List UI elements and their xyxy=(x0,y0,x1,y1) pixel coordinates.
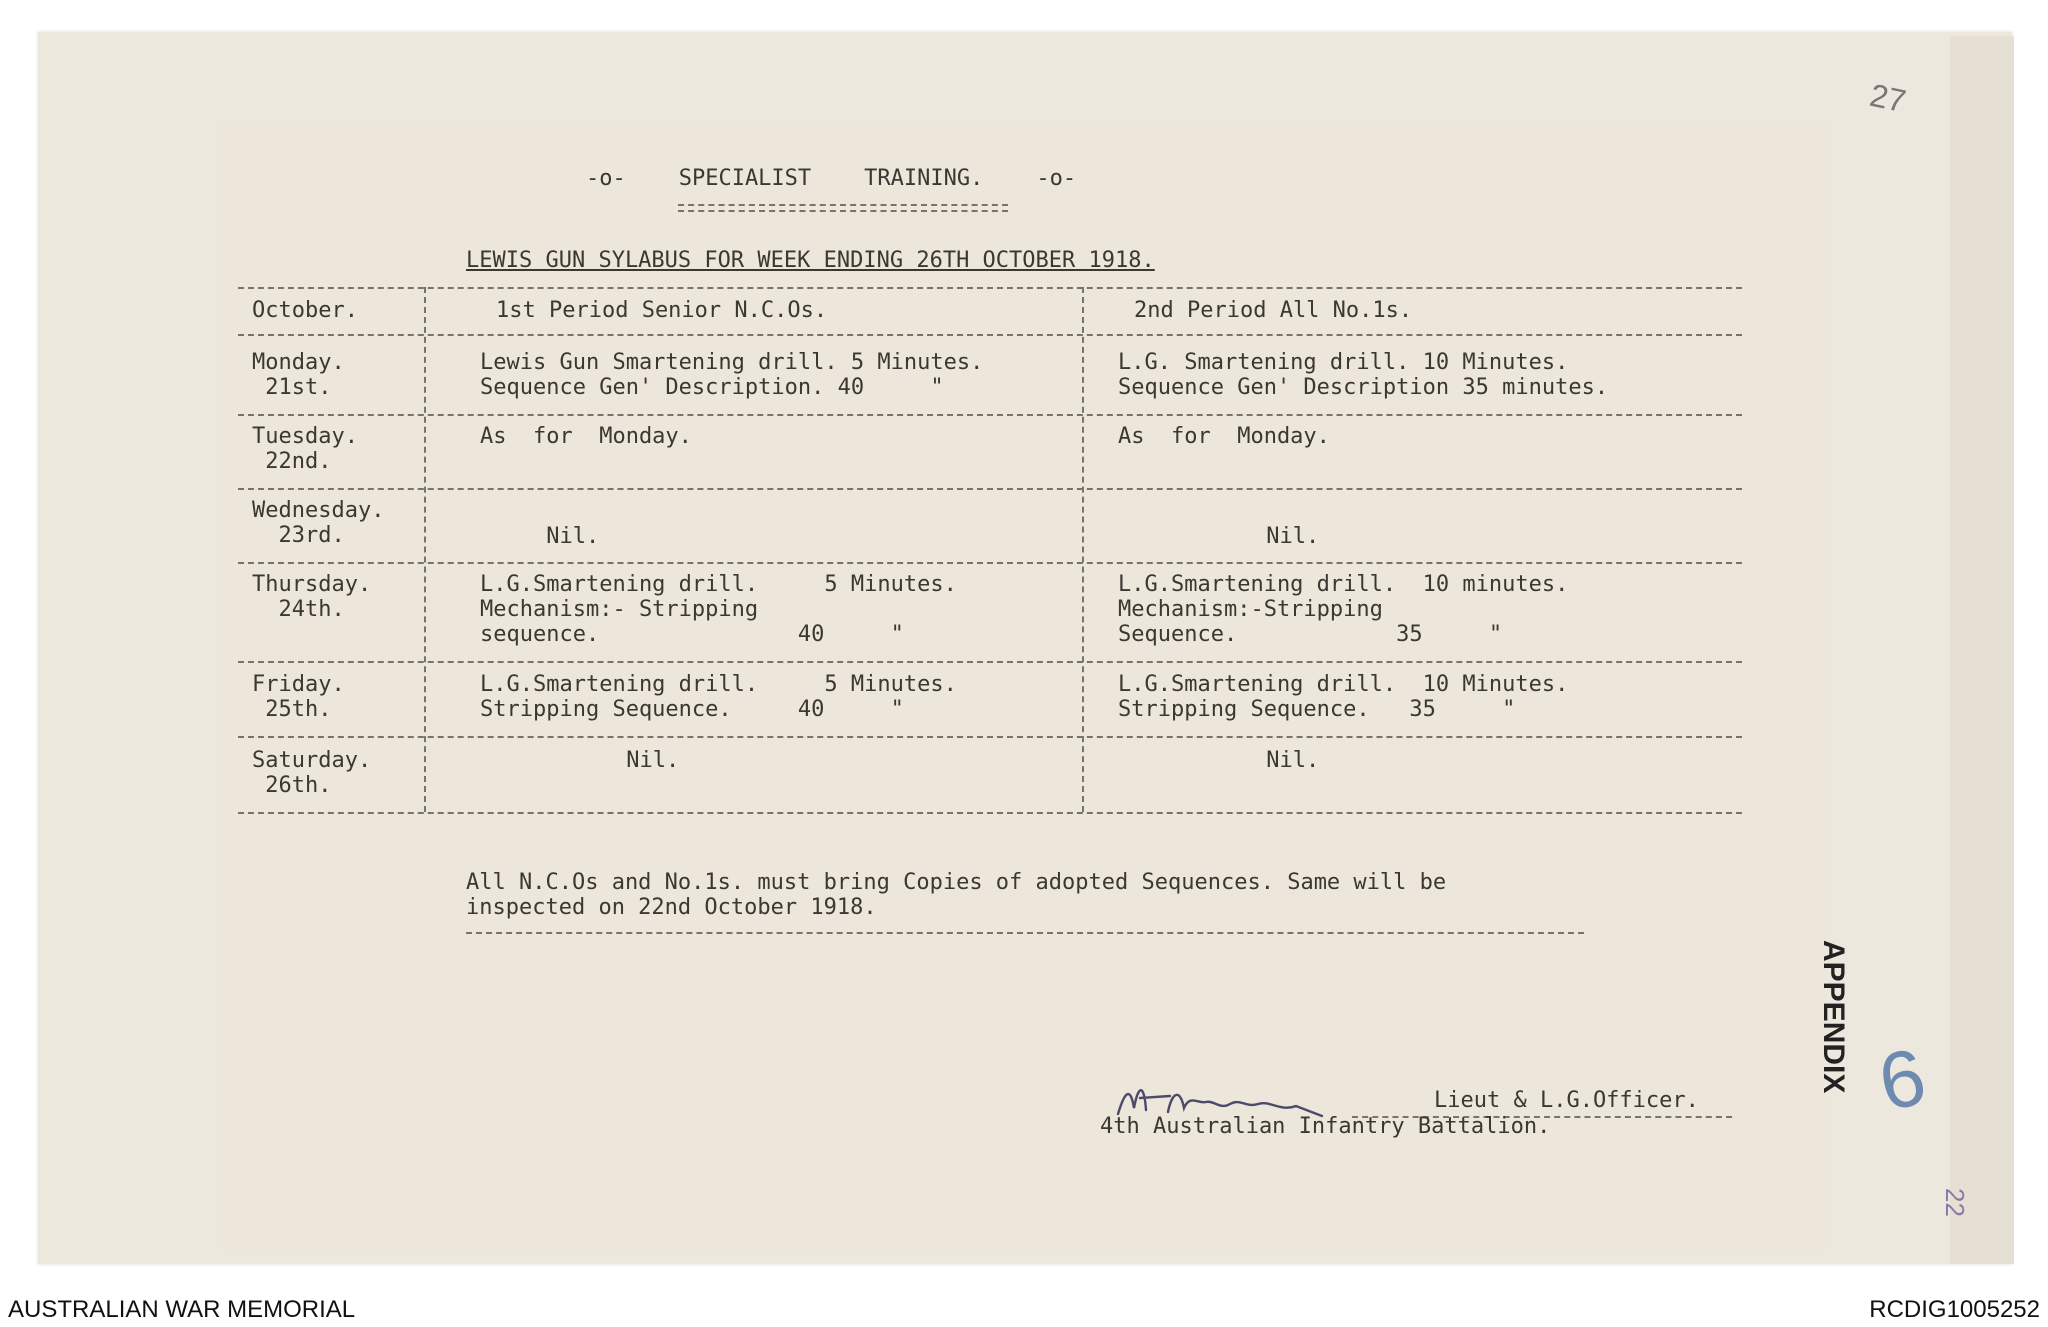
table-rule xyxy=(238,562,1742,564)
instruction-note: All N.C.Os and No.1s. must bring Copies of adopted Sequences. Same will be inspected on 22nd October 1918. xyxy=(466,870,1447,920)
table-rule xyxy=(238,736,1742,738)
title-underline-2 xyxy=(678,210,1008,212)
appendix-stamp: APPENDIX xyxy=(1817,940,1850,1094)
title-underline xyxy=(678,204,1008,206)
table-rule xyxy=(238,488,1742,490)
table-rule xyxy=(238,334,1742,336)
backing-sheet-edge xyxy=(1950,36,2014,1264)
period-1-cell: Nil. xyxy=(480,524,600,549)
period-2-cell: L.G. Smartening drill. 10 Minutes. Sequence Gen' Description 35 minutes. xyxy=(1118,350,1609,400)
day-cell: Monday. 21st. xyxy=(252,350,345,400)
period-2-cell: L.G.Smartening drill. 10 Minutes. Stripping Sequence. 35 " xyxy=(1118,672,1569,722)
column-header-period-2: 2nd Period All No.1s. xyxy=(1134,298,1413,323)
archive-id: RCDIG1005252 xyxy=(1869,1296,2040,1323)
page-number-bottom: 22 xyxy=(1940,1188,1970,1217)
table-divider xyxy=(1082,287,1084,812)
period-1-cell: L.G.Smartening drill. 5 Minutes. Mechanism:- Stripping sequence. 40 " xyxy=(480,572,957,647)
day-cell: Saturday. 26th. xyxy=(252,748,372,798)
page-number-top: 27 xyxy=(1866,76,1910,120)
column-header-period-1: 1st Period Senior N.C.Os. xyxy=(496,298,828,323)
table-rule xyxy=(238,661,1742,663)
day-cell: Thursday. 24th. xyxy=(252,572,372,622)
period-1-cell: Lewis Gun Smartening drill. 5 Minutes. Sequence Gen' Description. 40 " xyxy=(480,350,984,400)
period-2-cell: Nil. xyxy=(1200,524,1320,549)
period-2-cell: As for Monday. xyxy=(1118,424,1330,449)
signature-unit: 4th Australian Infantry Battalion. xyxy=(1100,1114,1551,1139)
typed-page xyxy=(223,120,1825,1250)
appendix-number: 6 xyxy=(1871,1031,1934,1128)
period-2-cell: L.G.Smartening drill. 10 minutes. Mechanism:-Stripping Sequence. 35 " xyxy=(1118,572,1569,647)
document-subtitle: LEWIS GUN SYLABUS FOR WEEK ENDING 26TH OCTOBER 1918. xyxy=(466,248,1155,273)
period-1-cell: L.G.Smartening drill. 5 Minutes. Stripping Sequence. 40 " xyxy=(480,672,957,722)
note-rule xyxy=(466,932,1584,934)
archive-credit: AUSTRALIAN WAR MEMORIAL xyxy=(8,1296,356,1323)
period-2-cell: Nil. xyxy=(1200,748,1320,773)
day-cell: Friday. 25th. xyxy=(252,672,345,722)
table-divider xyxy=(424,287,426,812)
period-1-cell: As for Monday. xyxy=(480,424,692,449)
day-cell: Tuesday. 22nd. xyxy=(252,424,358,474)
document-title: -o- SPECIALIST TRAINING. -o- xyxy=(586,166,1077,191)
table-rule xyxy=(238,287,1742,289)
table-rule xyxy=(238,812,1742,814)
signature-title: Lieut & L.G.Officer. xyxy=(1434,1088,1699,1113)
day-cell: Wednesday. 23rd. xyxy=(252,498,385,548)
column-header-october: October. xyxy=(252,298,358,323)
period-1-cell: Nil. xyxy=(560,748,680,773)
table-rule xyxy=(238,414,1742,416)
